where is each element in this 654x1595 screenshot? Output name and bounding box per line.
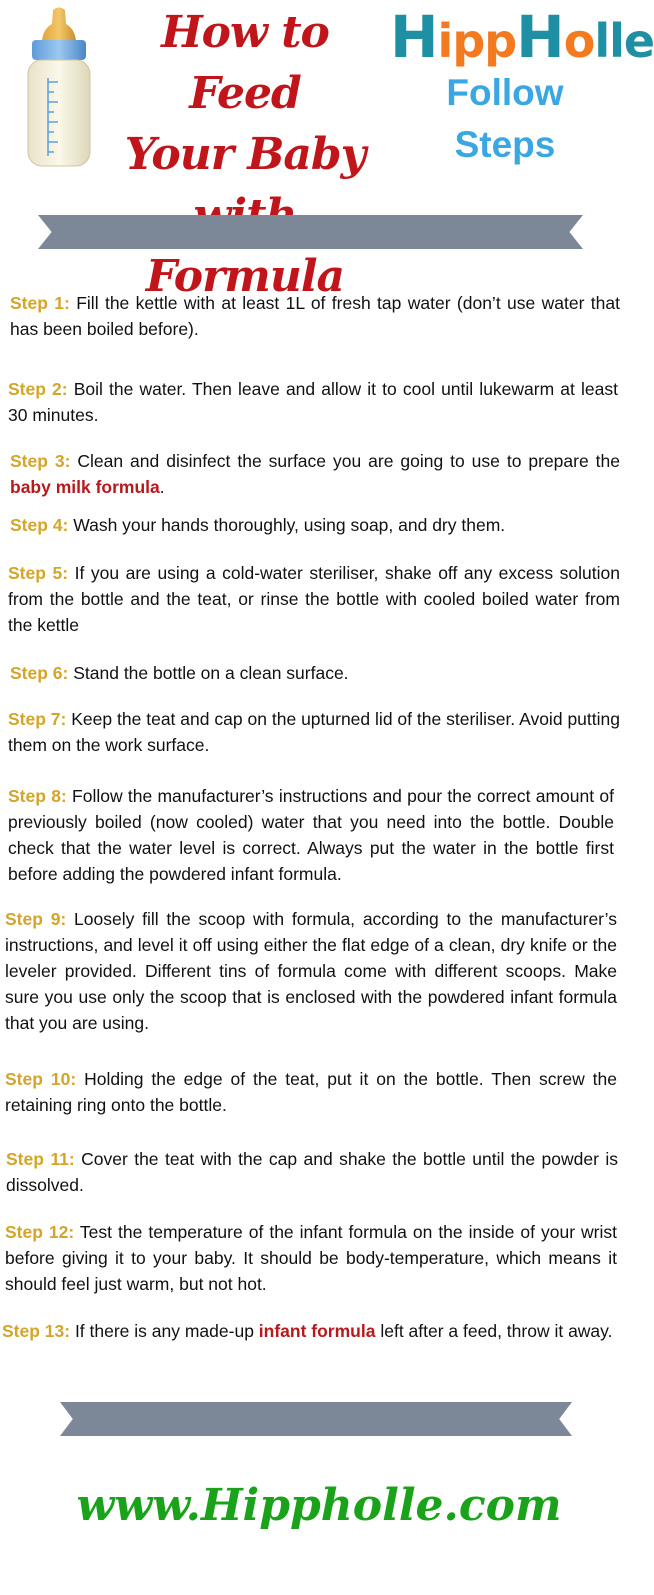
- baby-milk-formula-link[interactable]: baby milk formula: [10, 477, 160, 497]
- step-label: Step 10:: [5, 1069, 77, 1089]
- step-10: [5, 1066, 617, 1118]
- brand-logo: [390, 3, 654, 71]
- step-4: [10, 512, 620, 538]
- step-label: Step 12:: [5, 1222, 75, 1242]
- brand-letter-h1: H: [390, 3, 438, 71]
- step-2: [8, 376, 618, 428]
- step-text-end: left after a feed, throw it away.: [375, 1321, 613, 1341]
- step-text-end: .: [159, 477, 165, 497]
- step-text: Clean and disinfect the surface you are going to use to prepare the: [70, 451, 620, 471]
- step-label: Step 4:: [10, 515, 69, 535]
- step-text: Stand the bottle on a clean surface.: [68, 663, 349, 683]
- step-1: [10, 290, 620, 342]
- step-text: If you are using a cold-water steriliser, shake off any excess solution from the bottle and the teat, or rinse the bottle with cooled boiled water from the kettle: [8, 563, 620, 635]
- step-text: Follow the manufacturer’s instructions and pour the correct amount of previously boiled (now cooled) water that you need into the bottle. Double check that the water level is correct. Always put the water in the bottle first before adding the powdered infant formula.: [8, 786, 614, 884]
- step-text: Wash your hands thoroughly, using soap, and dry them.: [68, 515, 506, 535]
- step-13: [2, 1318, 614, 1344]
- step-text: Keep the teat and cap on the upturned lid of the steriliser. Avoid putting them on the work surface.: [8, 709, 620, 755]
- step-text: Cover the teat with the cap and shake the bottle until the powder is dissolved.: [6, 1149, 618, 1195]
- brand-text-ipp: ipp: [437, 14, 517, 68]
- website-url[interactable]: www.Hippholle.com: [76, 1480, 562, 1531]
- step-label: Step 7:: [8, 709, 67, 729]
- step-label: Step 9:: [5, 909, 67, 929]
- step-label: Step 6:: [10, 663, 69, 683]
- infant-formula-link[interactable]: infant formula: [258, 1321, 376, 1341]
- brand-letter-o: o: [563, 14, 595, 68]
- step-label: Step 8:: [8, 786, 67, 806]
- step-text: Fill the kettle with at least 1L of fresh tap water (don’t use water that has been boiled before).: [10, 293, 620, 339]
- follow-text: Follow: [446, 72, 564, 113]
- step-text: Boil the water. Then leave and allow it to cool until lukewarm at least 30 minutes.: [8, 379, 618, 425]
- step-11: [6, 1146, 618, 1198]
- title-line-3: Formula: [145, 251, 345, 302]
- step-5: [8, 560, 620, 638]
- step-text: Test the temperature of the infant formula on the inside of your wrist before giving it to your baby. It should be body-temperature, which means it should feel just warm, but not hot.: [5, 1222, 618, 1294]
- bottom-ribbon-banner: [60, 1402, 572, 1436]
- step-text: Holding the edge of the teat, put it on the bottle. Then screw the retaining ring onto the bottle.: [5, 1069, 617, 1115]
- step-3: [10, 448, 620, 500]
- poster-title: [100, 2, 390, 307]
- top-ribbon-banner: [38, 215, 583, 249]
- title-line-2: Your Baby: [124, 129, 366, 180]
- step-12: [5, 1219, 617, 1297]
- title-line-1: How to Feed: [161, 7, 329, 119]
- step-text: Loosely fill the scoop with formula, according to the manufacturer’s instructions, and level it off using either the flat edge of a clean, dry knife or the leveler provided. Different tins of formula come with different scoops. Make sure you use only the scoop that is enclosed with the powdered infant formula that you are using.: [5, 909, 617, 1033]
- step-label: Step 5:: [8, 563, 69, 583]
- baby-bottle-illustration: [20, 6, 98, 170]
- step-label: Step 2:: [8, 379, 68, 399]
- step-text: If there is any made-up: [70, 1321, 259, 1341]
- steps-text: Steps: [454, 124, 556, 165]
- brand-letter-h2: H: [516, 3, 564, 71]
- step-7: [8, 706, 620, 758]
- step-label: Step 1:: [10, 293, 70, 313]
- step-label: Step 3:: [10, 451, 71, 471]
- step-label: Step 13:: [2, 1321, 71, 1341]
- step-label: Step 11:: [6, 1149, 75, 1169]
- brand-text-lle: lle: [594, 14, 654, 68]
- step-8: [8, 783, 614, 887]
- step-6: [10, 660, 620, 686]
- step-9: [5, 906, 617, 1036]
